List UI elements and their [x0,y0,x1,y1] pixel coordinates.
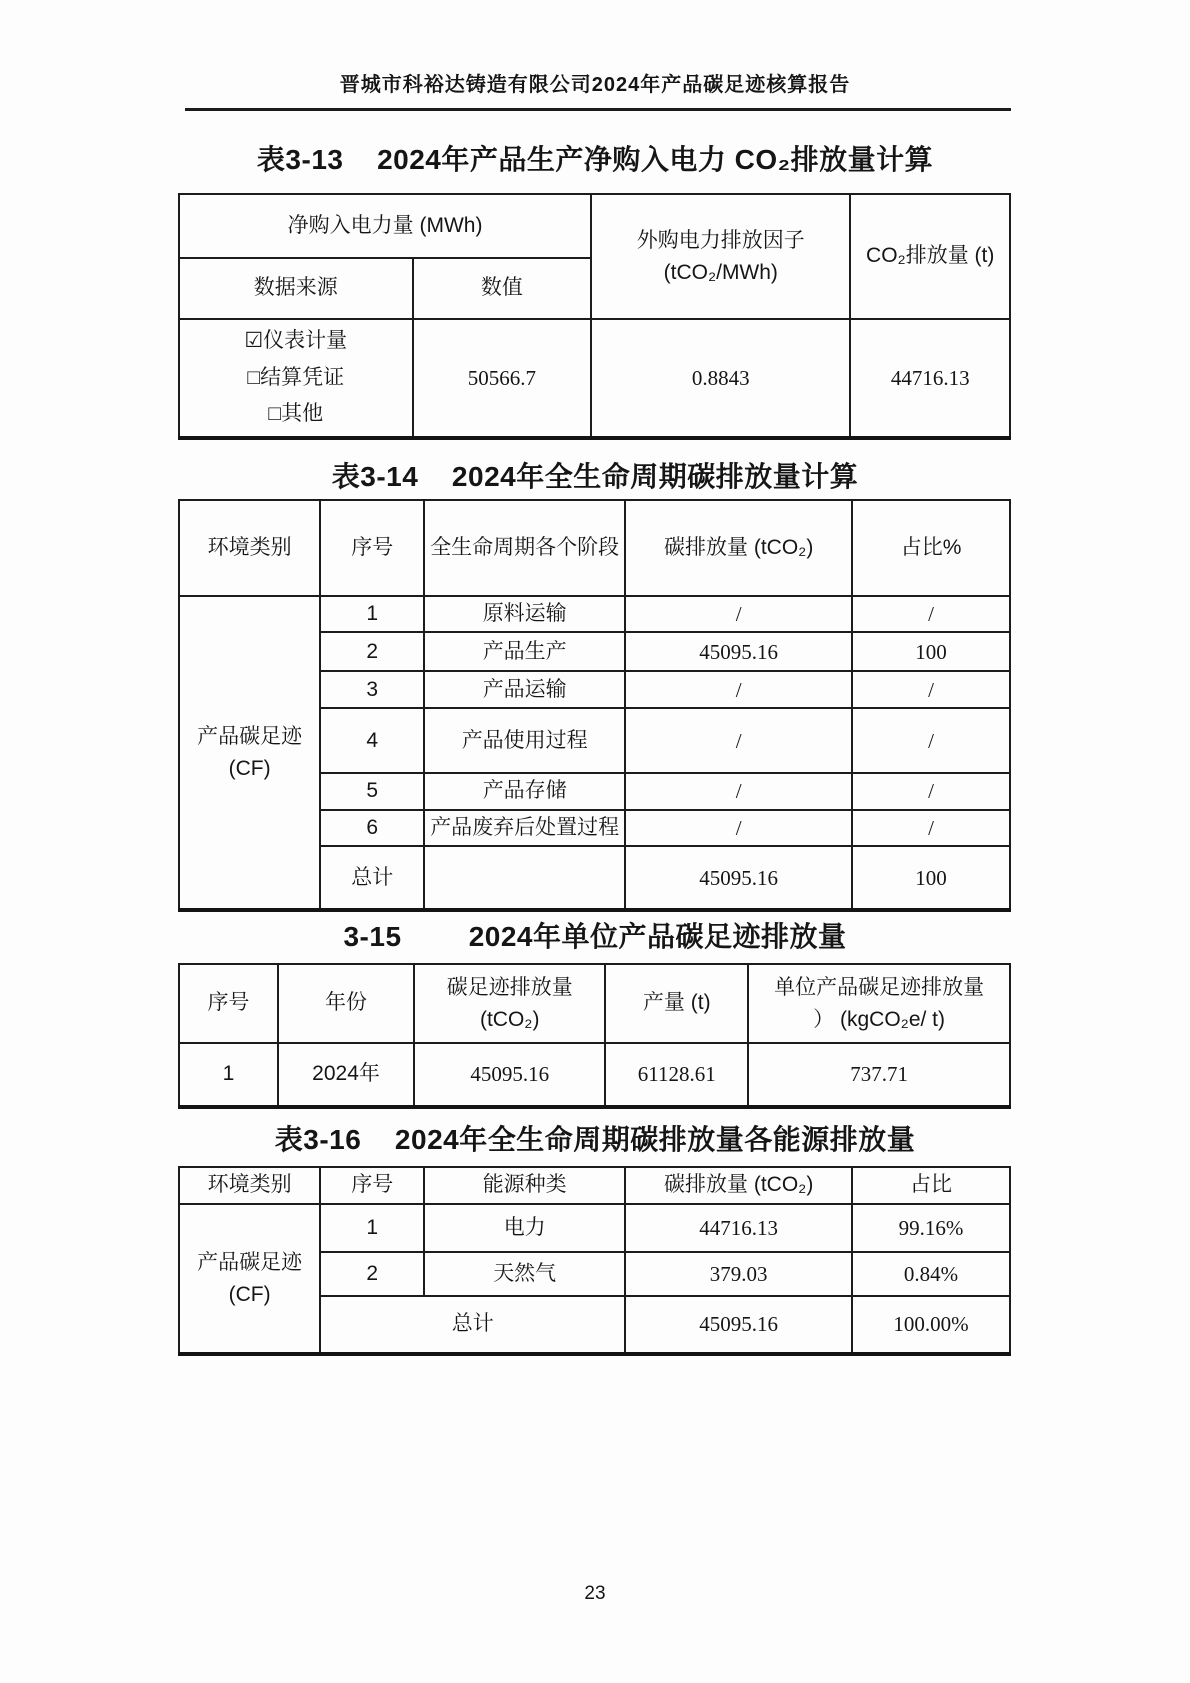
table-3-15-title [0,915,1190,955]
cell-emission: 44716.13 [625,1204,852,1252]
cell-no: 1 [320,1204,424,1252]
header-divider [185,108,1011,111]
cell-share: 99.16% [852,1204,1010,1252]
cell-product-carbon-footprint [179,596,320,910]
cell-no: 2 [320,1252,424,1296]
cell-no: 1 [179,1043,278,1107]
cell-share: / [852,810,1010,846]
header-cf-emission [414,964,605,1043]
table-header-row [179,1167,1010,1204]
table-row [179,1043,1010,1107]
header-co2-emission: CO₂排放量 (t) [850,194,1010,319]
cell-share: 0.84% [852,1252,1010,1296]
table-3-14-title [0,455,1190,495]
table-3-13 [178,193,1011,440]
header-seq-no: 序号 [320,500,424,596]
cell-stage: 产品废弃后处置过程 [424,810,625,846]
cell-no: 1 [320,596,424,632]
cell-total-share: 100.00% [852,1296,1010,1354]
cf-label-line2: (CF) [228,1282,271,1306]
cell-emission: 45095.16 [625,632,852,671]
header-env-category: 环境类别 [179,1167,320,1204]
table-3-16-title-prefix: 表3-16 [274,1124,362,1155]
header-env-category: 环境类别 [179,500,320,596]
table-row [179,1204,1010,1252]
table-header-row [179,500,1010,596]
header-output: 产量 (t) [605,964,748,1043]
header-carbon-emission: 碳排放量 (tCO₂) [625,1167,852,1204]
header-net-power: 净购入电力量 (MWh) [179,194,591,258]
header-seq-no: 序号 [179,964,278,1043]
cell-unit-cf-emission: 737.71 [748,1043,1010,1107]
page-number: 23 [584,1583,606,1604]
header-emission-factor [591,194,850,319]
cell-net-power-value: 50566.7 [413,319,592,438]
cell-total-label: 总计 [320,846,424,910]
cell-energy: 天然气 [424,1252,625,1296]
cell-stage: 原料运输 [424,596,625,632]
header-unit-cf-emission [748,964,1010,1043]
table-3-14-title-prefix: 表3-14 [331,461,419,492]
cell-share: / [852,773,1010,809]
cell-share: / [852,671,1010,708]
cell-stage: 产品运输 [424,671,625,708]
cell-emission: / [625,596,852,632]
cell-cf-emission: 45095.16 [414,1043,605,1107]
header-share-percent: 占比% [852,500,1010,596]
table-3-16-title-text: 2024年全生命周期碳排放量各能源排放量 [394,1124,916,1155]
cell-stage: 产品存储 [424,773,625,809]
table-3-15-title-text: 2024年单位产品碳足迹排放量 [468,921,847,952]
table-3-15 [178,963,1011,1109]
header-lifecycle-stage: 全生命周期各个阶段 [424,500,625,596]
cell-stage: 产品生产 [424,632,625,671]
table-3-16-title [0,1118,1190,1158]
cell-emission: / [625,810,852,846]
cell-total-emission: 45095.16 [625,846,852,910]
cell-product-carbon-footprint [179,1204,320,1354]
checkbox-option-meter-checked: ☑仪表计量 [244,328,348,352]
header-carbon-emission: 碳排放量 (tCO₂) [625,500,852,596]
table-3-13-title-text: 2024年产品生产净购入电力 CO₂排放量计算 [377,144,934,175]
cell-stage: 产品使用过程 [424,708,625,773]
table-row [179,596,1010,632]
table-row [179,319,1010,438]
header-cf-emission-line2: (tCO₂) [479,1007,540,1031]
cell-no: 4 [320,708,424,773]
cell-energy: 电力 [424,1204,625,1252]
table-3-13-title [0,138,1190,178]
cf-label-line1: 产品碳足迹 [197,725,303,749]
cell-no: 3 [320,671,424,708]
cell-stage-empty [424,846,625,910]
header-value: 数值 [413,258,592,319]
header-cf-emission-line1: 碳足迹排放量 [446,976,573,999]
cell-no: 2 [320,632,424,671]
cell-emission-factor-value: 0.8843 [591,319,850,438]
cell-output: 61128.61 [605,1043,748,1107]
cell-emission: / [625,773,852,809]
table-3-14 [178,499,1011,912]
document-header-title: 晋城市科裕达铸造有限公司2024年产品碳足迹核算报告 [339,74,851,96]
table-3-15-title-prefix: 3-15 [343,921,402,952]
header-energy-type: 能源种类 [424,1167,625,1204]
cell-emission: / [625,708,852,773]
cf-label-line2: (CF) [228,756,271,780]
header-data-source: 数据来源 [179,258,413,319]
header-share: 占比 [852,1167,1010,1204]
cell-emission: 379.03 [625,1252,852,1296]
table-header-row [179,964,1010,1043]
table-3-14-title-text: 2024年全生命周期碳排放量计算 [451,461,859,492]
cell-year: 2024年 [278,1043,414,1107]
checkbox-option-settlement: □结算凭证 [247,365,345,389]
cell-emission: / [625,671,852,708]
header-seq-no: 序号 [320,1167,424,1204]
header-unit-cf-emission-line2: ） (kgCO₂e/ t) [813,1007,946,1031]
cf-label-line1: 产品碳足迹 [197,1251,303,1274]
table-3-13-title-prefix: 表3-13 [256,144,344,175]
header-year: 年份 [278,964,414,1043]
table-3-16 [178,1166,1011,1356]
cell-share: 100 [852,632,1010,671]
table-row [179,194,1010,258]
header-unit-cf-emission-line1: 单位产品碳足迹排放量 [774,976,985,999]
header-emission-factor-line2: (tCO₂/MWh) [663,260,778,284]
cell-share: / [852,596,1010,632]
cell-no: 5 [320,773,424,809]
cell-total-share: 100 [852,846,1010,910]
cell-no: 6 [320,810,424,846]
cell-data-source-options [179,319,413,438]
header-emission-factor-line1: 外购电力排放因子 [636,229,805,252]
cell-total-label: 总计 [320,1296,625,1354]
cell-total-emission: 45095.16 [625,1296,852,1354]
cell-co2-value: 44716.13 [850,319,1010,438]
checkbox-option-other: □其他 [268,402,324,426]
cell-share: / [852,708,1010,773]
